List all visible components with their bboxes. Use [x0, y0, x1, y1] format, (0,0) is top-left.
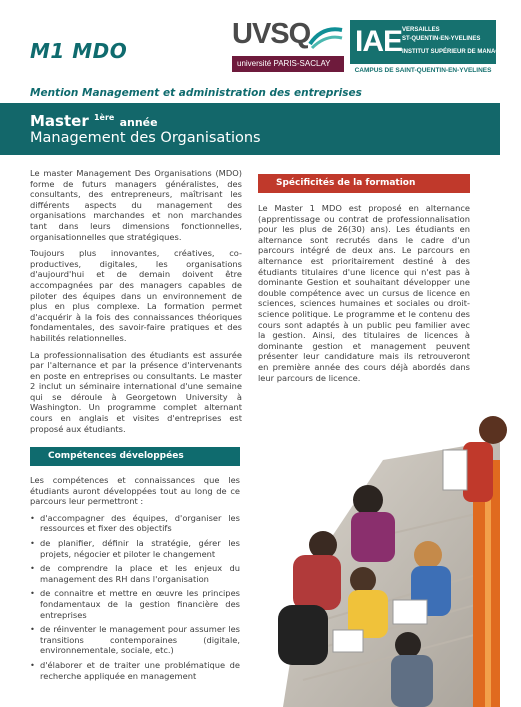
list-item: • de réinventer le management pour assumer les transitions contemporaines (digitale, environnementale, sociale, etc.)	[30, 624, 240, 656]
banner-master-line	[30, 112, 158, 130]
specificites-column	[258, 203, 470, 389]
specificites-paragraph: Le Master 1 MDO est proposé en alternance (apprentissage ou contrat de professionnalisation pour les plus de 26(30) ans). Les étudiants en alternance sont recrutés dans le cadre d'un parcours intégré de deux ans. Le parcours en alternance est prioritairement destiné à des étudiants titulaires d'une licence qui n'est pas à dominante Gestion et souhaitant développer une double compétence avec un cursus de licence en sciences, sciences humaines et sociales ou droit-science politique. Le programme et le contenu des cours sont adaptés à un public peu familier avec la gestion. Ainsi, des titulaires de licences à dominante gestion et management peuvent présenter leur candidature mais ils retrouveront en première année des cours déjà abordés dans leur parcours de licence.	[258, 203, 470, 383]
iae-line-3: INSTITUT SUPÉRIEUR DE MANAGEMENT	[402, 49, 521, 55]
iae-line-1: VERSAILLES	[402, 27, 440, 33]
specificites-heading: Spécificités de la formation	[258, 174, 470, 193]
intro-paragraph-2: Toujours plus innovantes, créatives, co-productives, digitales, les organisations d'aujourd'hui et de demain doivent être accompagnées par des managers capables de piloter des équipes dans un environnement de plus en plus complexe. La formation permet d'acquérir à la fois des connaissances théoriques fondamentales, des savoir-faire pratiques et des habilités relationnelles.	[30, 248, 242, 343]
program-banner	[0, 103, 500, 155]
intro-column	[30, 168, 242, 440]
list-item: • de comprendre la place et les enjeux du management des RH dans l'organisation	[30, 563, 240, 584]
uvsq-wordmark: UVSQ	[232, 18, 311, 50]
list-item: • d'élaborer et de traiter une problématique de recherche appliquée en management	[30, 660, 240, 681]
intro-paragraph-3: La professionnalisation des étudiants est assurée par l'alternance et par la présence d'intervenants en poste en entreprises ou consultants. Le master 2 inclut un séminaire international d'une semaine qui se déroule à Georgetown University à Washington. Un programme complet alternant cours en anglais et visites d'entreprises est proposé aux étudiants.	[30, 349, 242, 434]
uvsq-university-bar: université PARIS-SACLAY	[232, 56, 344, 72]
intro-paragraph-1: Le master Management Des Organisations (MDO) forme de futurs managers généralistes, des consultants, des entrepreneurs, maîtrisant les différents aspects du management des organisations marchandes et non marchandes tant dans leurs dimensions fonctionnelles, organisationnelles que stratégiques.	[30, 168, 242, 242]
competences-list	[30, 513, 240, 681]
competences-intro: Les compétences et connaissances que les étudiants auront développées tout au long de ce parcours leur permettront :	[30, 475, 240, 507]
iae-campus: CAMPUS DE SAINT-QUENTIN-EN-YVELINES	[354, 67, 492, 74]
iae-wordmark: IAE	[355, 25, 403, 58]
iae-logo-box	[350, 20, 521, 64]
banner-program: Management des Organisations	[30, 130, 261, 146]
competences-column	[30, 475, 240, 685]
mention-subtitle: Mention Management et administration des entreprises	[30, 87, 362, 99]
iae-line-2: ST-QUENTIN-EN-YVELINES	[402, 36, 481, 42]
list-item: • d'accompagner des équipes, d'organiser les ressources et fixer des objectifs	[30, 513, 240, 534]
banner-annee: année	[119, 116, 158, 129]
banner-master: Master	[30, 112, 89, 130]
uvsq-logo	[232, 18, 344, 78]
page-title: M1 MDO	[30, 39, 128, 63]
competences-heading: Compétences développées	[30, 447, 240, 466]
uvsq-swoosh-icon	[308, 24, 344, 52]
banner-ordinal: 1ère	[93, 113, 115, 122]
list-item: • de connaitre et mettre en œuvre les principes fondamentaux de la gestion financière des entreprises	[30, 588, 240, 620]
iae-logo	[350, 20, 521, 78]
students-photo	[263, 420, 500, 707]
list-item: • de planifier, définir la stratégie, gérer les projets, négocier et piloter le changement	[30, 538, 240, 559]
